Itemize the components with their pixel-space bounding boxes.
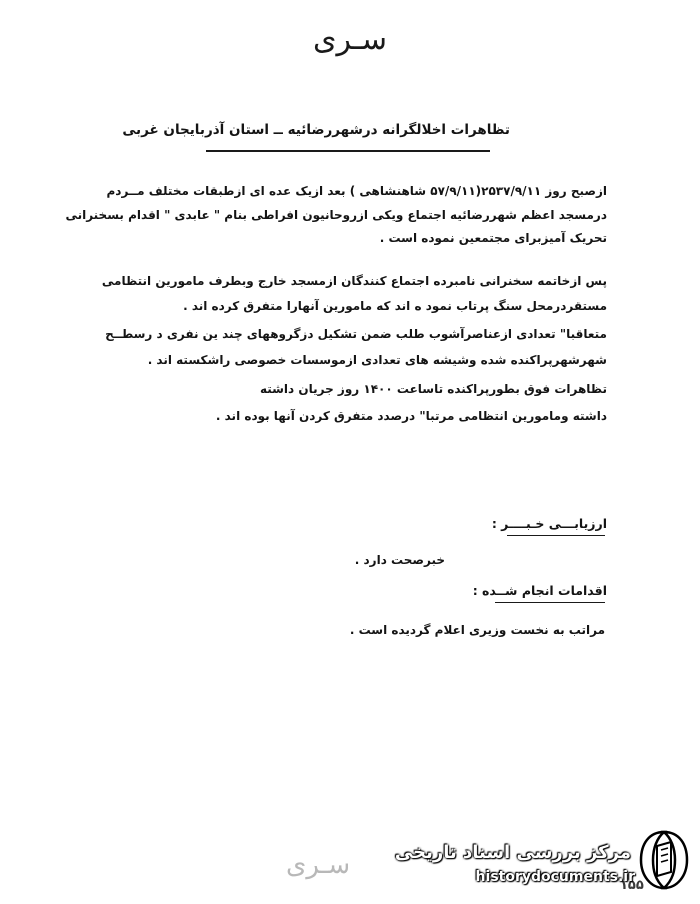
report-line-9: داشته ومامورین انتظامی مرتبا" درصدد متفرق کردن آنها بوده اند . — [215, 409, 607, 423]
report-line-4: پس ازخاتمه سخنرانی نامبرده اجتماع کنندگان ازمسجد خارج وبطرف مامورین انتظامی — [101, 274, 607, 288]
report-line-6: متعاقبا" تعدادی ازعناصرآشوب طلب ضمن تشکیل دزگروههای چند ین نفری د رسطــح — [105, 327, 607, 341]
watermark-url: historydocuments.ir — [475, 869, 635, 885]
report-line-5: مستقردرمحل سنگ پرتاب نمود ه اند که مامورین آنهارا متفرق کرده اند . — [183, 299, 607, 313]
report-line-8: تظاهرات فوق بطورپراکنده تاساعت ۱۴۰۰ روز جریان داشته — [259, 382, 607, 396]
actions-taken-label: اقدامات انجام شــده : — [472, 583, 607, 598]
document-title: تظاهرات اخلالگرانه درشهررضائیه ــ استان آذربایجان غربی — [122, 122, 510, 138]
title-underline — [206, 150, 490, 152]
source-evaluation-underline — [507, 535, 605, 536]
book-emblem-icon — [637, 828, 691, 892]
classification-stamp-top: سـری — [313, 22, 387, 57]
report-line-1: ازصبح روز ۲۵۳۷/۹/۱۱(۵۷/۹/۱۱ شاهنشاهی ) بعد ازیک عده ای ازطبقات مختلف مــردم — [106, 184, 607, 198]
final-note: مراتب به نخست وزیری اعلام گردیده است . — [349, 623, 605, 637]
page-number: ۱۵۵ — [620, 878, 644, 893]
archive-watermark — [394, 822, 695, 900]
watermark-title: مرکز بررسی اسناد تاریخی — [394, 842, 631, 863]
classification-stamp-bottom: سـری — [286, 850, 351, 880]
actions-taken-underline — [495, 602, 605, 603]
report-line-7: شهرشهرپراکنده شده وشیشه های تعدادی ازموسسات خصوصی راشکسته اند . — [147, 353, 607, 367]
report-line-2: درمسجد اعظم شهررضائیه اجتماع ویکی ازروحانیون افراطی بنام " عابدی " اقدام بسخنرانی — [65, 208, 607, 222]
source-evaluation-value: خبرصحت دارد . — [354, 553, 445, 567]
report-line-3: تحریک آمیزبرای مجتمعین نموده است . — [379, 231, 607, 245]
source-evaluation-label: ارزیابـــی خـبــــر : — [491, 516, 607, 531]
